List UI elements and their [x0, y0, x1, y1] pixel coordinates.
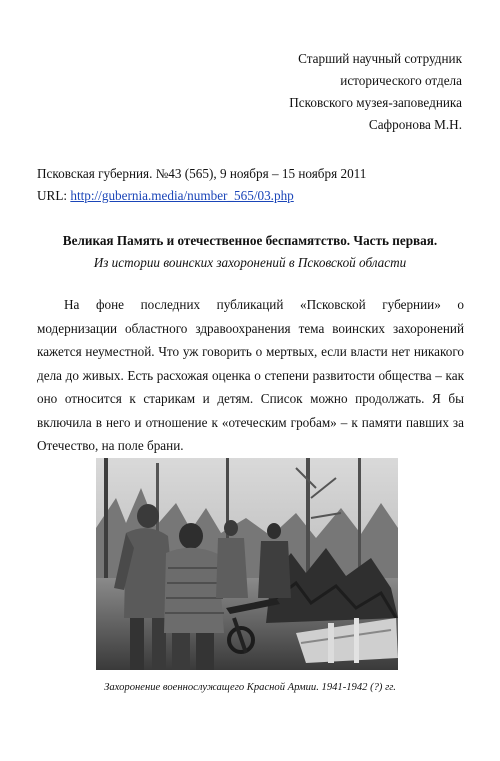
- article-subtitle: Из истории воинских захоронений в Псковской области: [93, 255, 407, 270]
- author-institution: Псковского музея-заповедника: [289, 95, 462, 110]
- article-paragraph: На фоне последних публикаций «Псковской губернии» о модернизации областного здравоохранения тема воинских захоронений кажется неуместной. Что уж говорить о мертвых, если власти нет никакого дела до живых. Есть расхожая оценка о степени развитости общества – как оно относится к старикам и детям. Список можно продолжать. Я бы включила в него и отношение к «отеческим гробам» – к памяти павших за Отечество, на поле брани.: [37, 297, 464, 453]
- source-url-label: URL:: [37, 188, 71, 203]
- article-title: Великая Память и отечественное беспамятство. Часть первая.: [62, 233, 438, 248]
- historical-photo: [96, 458, 398, 670]
- photo-caption: Захоронение военнослужащего Красной Армии. 1941-1942 (?) гг.: [104, 682, 396, 693]
- source-url-link[interactable]: http://gubernia.media/number_565/03.php: [70, 188, 294, 203]
- source-citation: Псковская губерния. №43 (565), 9 ноября – 15 ноября 2011: [37, 166, 367, 181]
- source-url-line: [37, 185, 366, 207]
- source-block: [37, 163, 366, 207]
- author-position: Старший научный сотрудник: [298, 51, 462, 66]
- author-block: [289, 48, 462, 136]
- author-department: исторического отдела: [340, 73, 462, 88]
- burial-scene-image: [96, 458, 398, 670]
- author-name: Сафронова М.Н.: [368, 117, 462, 132]
